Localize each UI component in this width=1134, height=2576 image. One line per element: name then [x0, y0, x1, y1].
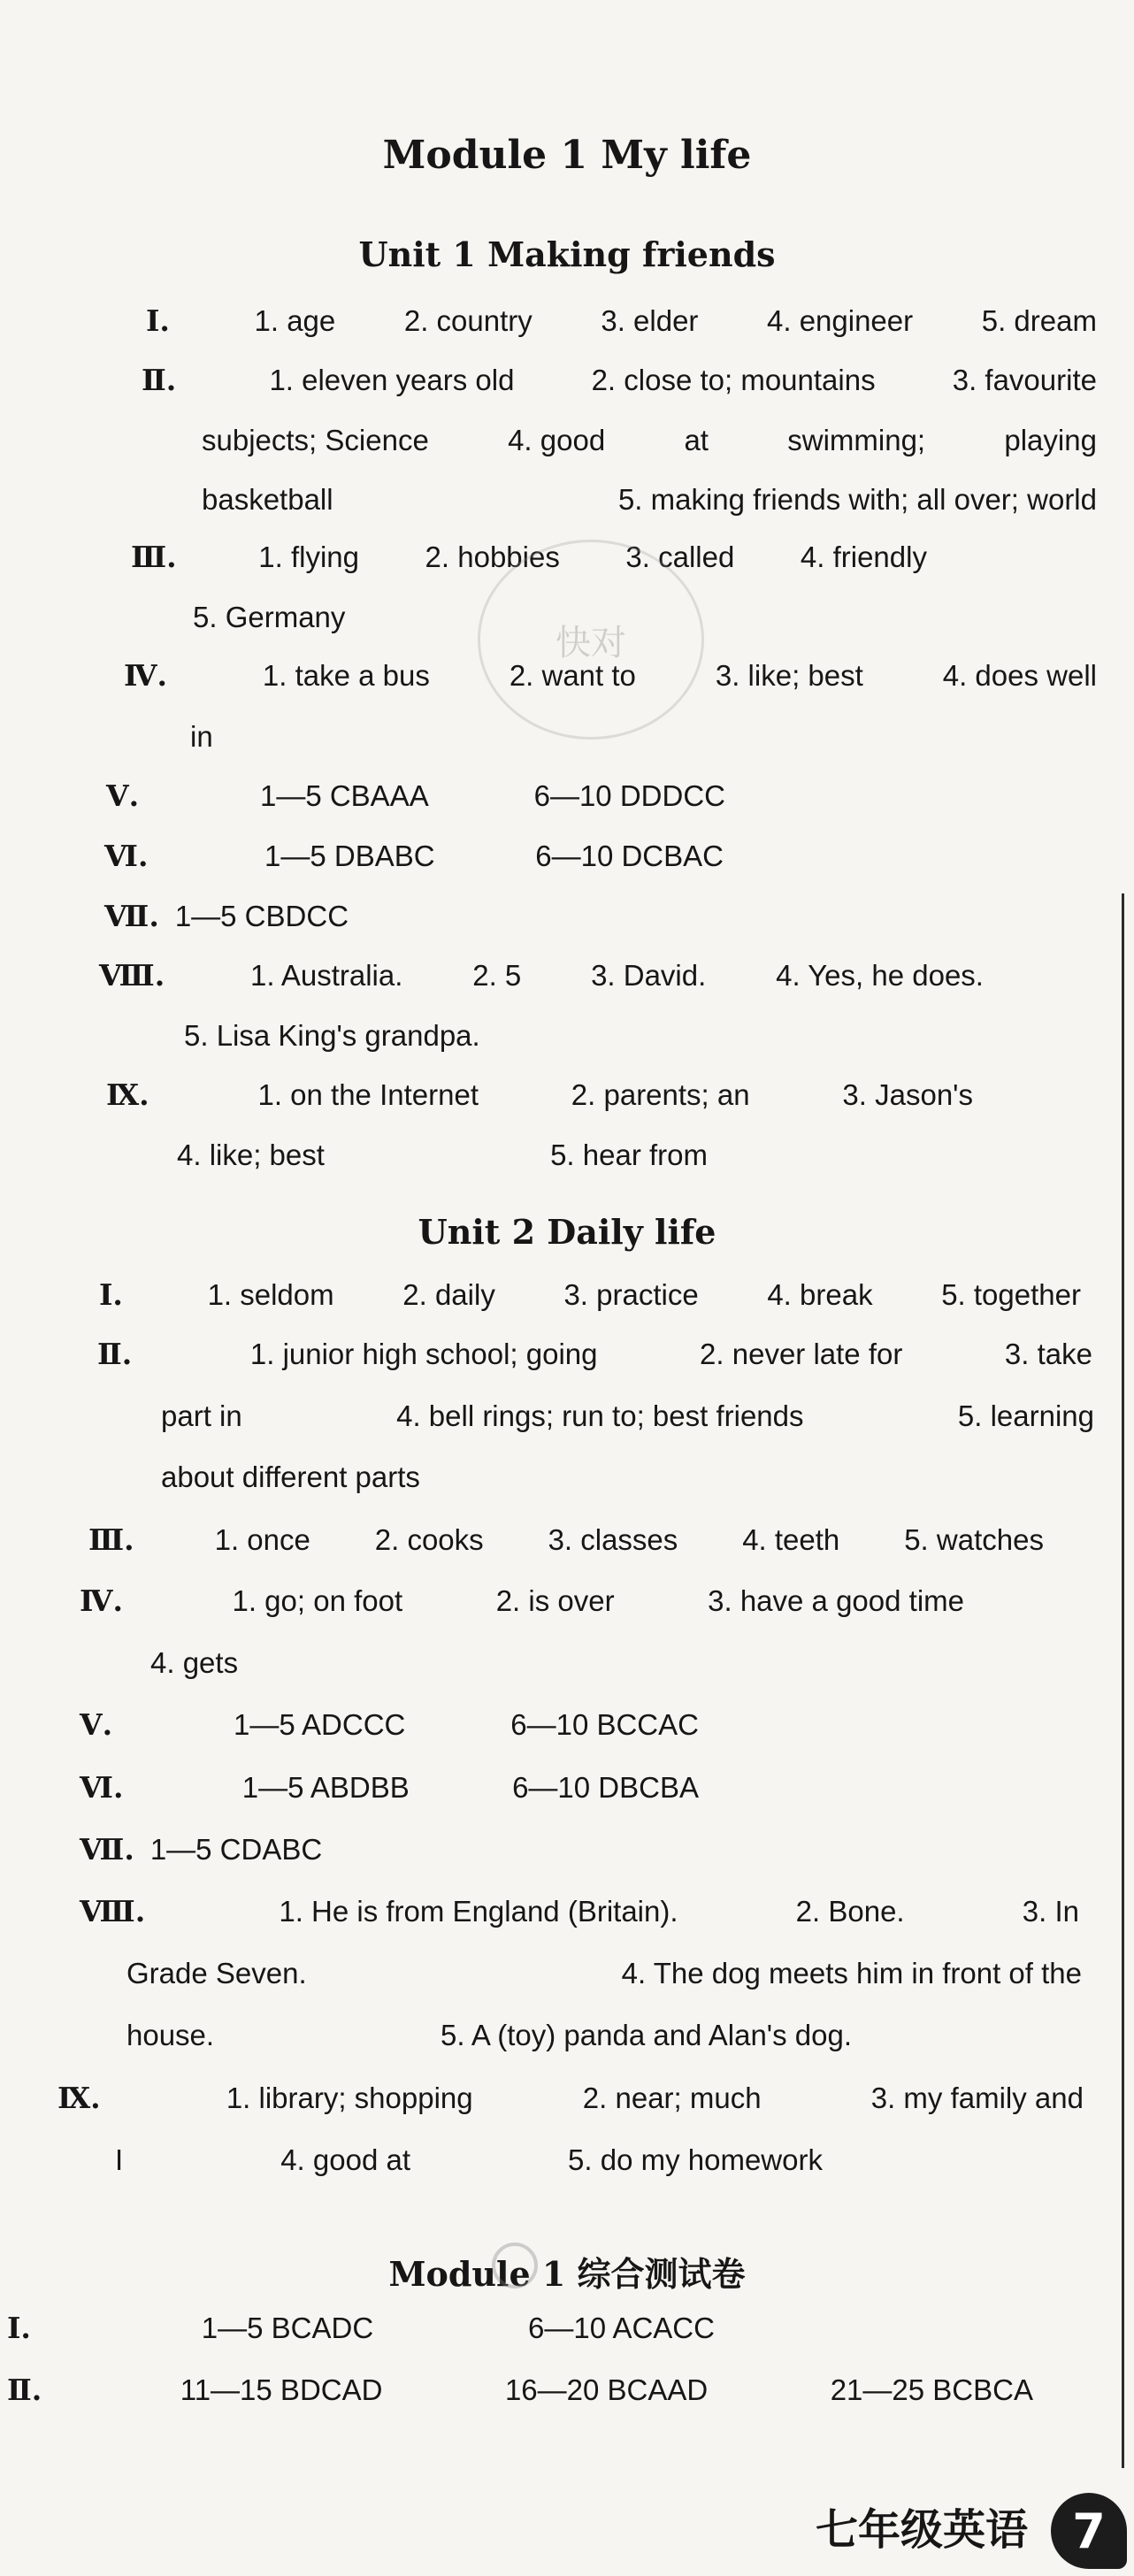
- answer-item: 1. flying: [258, 540, 359, 573]
- unit2-answer-line: [80, 1585, 964, 1617]
- section-numeral: Ⅲ.: [131, 540, 177, 574]
- watermark-text: 快对: [556, 622, 626, 663]
- unit1-title: Unit 1 Making friends: [358, 234, 776, 274]
- answer-item: 1. on the Internet: [257, 1078, 479, 1111]
- book-label: 七年级英语: [815, 2505, 1028, 2555]
- answer-item: 5. Lisa King's grandpa.: [184, 1019, 480, 1052]
- answer-item: 5. A (toy) panda and Alan's dog.: [441, 2019, 852, 2051]
- section-numeral: Ⅰ.: [7, 2311, 31, 2345]
- answer-item: 2. 5: [472, 959, 522, 992]
- section-numeral: Ⅴ.: [106, 778, 140, 813]
- answer-item: I: [115, 2143, 124, 2176]
- section-numeral: Ⅳ.: [124, 658, 167, 693]
- section-numeral: Ⅶ.: [104, 899, 159, 933]
- answer-item: basketball: [202, 483, 333, 516]
- answer-item: about different parts: [161, 1460, 420, 1493]
- answer-item: 3. classes: [548, 1523, 678, 1556]
- answer-item: 4. teeth: [742, 1523, 840, 1556]
- answer-item: 2. parents; an: [571, 1078, 750, 1111]
- unit2-answer-line: [88, 1524, 1044, 1556]
- section-numeral: Ⅸ.: [57, 2081, 101, 2115]
- answer-item: 4. The dog meets him in front of the: [621, 1957, 1082, 1990]
- unit2-answer-line: [126, 1958, 1082, 1990]
- answer-item: 5. together: [941, 1278, 1081, 1311]
- unit1-answer-line: [184, 1020, 715, 1052]
- answer-item: 3. called: [625, 540, 735, 573]
- answer-item: 1. age: [254, 304, 336, 337]
- answer-item: 1. eleven years old: [269, 364, 515, 396]
- unit1-answer-line: [190, 721, 279, 753]
- unit2-answer-line: [80, 1709, 699, 1741]
- page-edge-rule: [1122, 893, 1124, 2468]
- answer-item: 4. gets: [150, 1646, 239, 1679]
- watermark-logo: [478, 540, 704, 740]
- section-numeral: Ⅵ.: [80, 1770, 124, 1805]
- section-numeral: Ⅱ.: [142, 363, 177, 397]
- answer-item: 6—10 DBCBA: [512, 1771, 699, 1804]
- unit1-answer-line: [202, 484, 1097, 516]
- answer-item: 5. Germany: [193, 601, 346, 633]
- answer-item: 3. practice: [563, 1278, 699, 1311]
- answer-item: 4. good at: [280, 2143, 410, 2176]
- answer-item: 1. He is from England (Britain).: [279, 1895, 678, 1928]
- answer-item: 4. bell rings; run to; best friends: [396, 1399, 804, 1432]
- answer-item: 5. learning: [957, 1399, 1094, 1432]
- section-numeral: Ⅱ.: [97, 1337, 133, 1371]
- unit2-answer-line: [80, 1896, 1079, 1928]
- answer-item: 4. does well: [942, 659, 1097, 692]
- answer-item: playing: [1004, 424, 1097, 456]
- answer-item: 5. do my homework: [568, 2143, 823, 2176]
- section-numeral: Ⅴ.: [80, 1707, 113, 1742]
- test-answer-line: [7, 2312, 715, 2344]
- section-numeral: Ⅱ.: [7, 2373, 42, 2407]
- answer-item: 4. friendly: [800, 540, 927, 573]
- answer-item: 1. junior high school; going: [249, 1338, 598, 1370]
- module-title: Module 1 My life: [382, 133, 752, 178]
- answer-item: 1—5 ADCCC: [233, 1708, 406, 1741]
- answer-item: subjects; Science: [202, 424, 429, 456]
- answer-item: 3. like; best: [715, 659, 863, 692]
- unit2-answer-line: [57, 2082, 1084, 2114]
- answer-item: 5. dream: [981, 304, 1097, 337]
- page-number: 7: [1072, 2503, 1106, 2559]
- answer-item: 1. once: [214, 1523, 310, 1556]
- answer-item: 1. Australia.: [249, 959, 403, 992]
- answer-item: 2. cooks: [374, 1523, 484, 1556]
- watermark-small-icon: [492, 2242, 538, 2288]
- unit2-answer-line: [150, 1647, 416, 1679]
- answer-item: 4. like; best: [177, 1138, 325, 1171]
- unit2-answer-line: [99, 1279, 1081, 1311]
- answer-item: 21—25 BCBCA: [830, 2373, 1033, 2406]
- answer-item: 16—20 BCAAD: [504, 2373, 709, 2406]
- unit2-answer-line: [126, 2020, 852, 2051]
- unit1-answer-line: [177, 1139, 708, 1171]
- answer-item: 1—5 BCADC: [201, 2312, 374, 2344]
- answer-item: 11—15 BDCAD: [180, 2373, 383, 2406]
- section-numeral: Ⅷ.: [80, 1894, 146, 1928]
- unit1-answer-line: [142, 364, 1097, 396]
- page-number-badge: [1051, 2493, 1127, 2569]
- section-numeral: Ⅶ.: [80, 1832, 134, 1867]
- answer-item: 3. my family and: [870, 2082, 1084, 2114]
- answer-item: 6—10 ACACC: [528, 2312, 715, 2344]
- unit2-answer-line: [161, 1400, 1094, 1432]
- answer-item: 4. good: [508, 424, 606, 456]
- test-title: Module 1 综合测试卷: [388, 2254, 746, 2294]
- answer-item: 3. take: [1004, 1338, 1092, 1370]
- unit2-title: Unit 2 Daily life: [418, 1212, 716, 1252]
- answer-item: 5. watches: [904, 1523, 1044, 1556]
- section-numeral: Ⅷ.: [99, 958, 165, 993]
- answer-item: 4. break: [767, 1278, 873, 1311]
- answer-item: 1. go; on foot: [232, 1584, 403, 1617]
- answer-item: 5. hear from: [550, 1138, 708, 1171]
- answer-item: 2. hobbies: [425, 540, 560, 573]
- answer-item: 2. near; much: [582, 2082, 762, 2114]
- answer-item: 1. seldom: [207, 1278, 334, 1311]
- answer-item: house.: [126, 2019, 215, 2051]
- section-numeral: Ⅸ.: [106, 1077, 149, 1112]
- answer-item: 4. engineer: [767, 304, 914, 337]
- unit1-answer-line: [106, 1079, 973, 1111]
- unit2-answer-line: [97, 1338, 1092, 1370]
- answer-item: 1—5 CBDCC: [174, 900, 349, 932]
- answer-item: 6—10 DCBAC: [535, 840, 724, 872]
- unit2-answer-line: [80, 1834, 522, 1866]
- answer-item: 1. take a bus: [262, 659, 430, 692]
- test-answer-line: [7, 2374, 1033, 2406]
- answer-item: 2. Bone.: [795, 1895, 905, 1928]
- answer-item: 3. elder: [601, 304, 699, 337]
- answer-item: Grade Seven.: [126, 1957, 307, 1990]
- unit1-answer-line: [104, 901, 547, 932]
- answer-item: swimming;: [787, 424, 926, 456]
- answer-item: 1—5 CBAAA: [259, 779, 429, 812]
- unit1-answer-line: [202, 425, 1097, 456]
- unit2-answer-line: [115, 2144, 823, 2176]
- answer-item: 3. have a good time: [708, 1584, 964, 1617]
- answer-item: 3. favourite: [952, 364, 1097, 396]
- answer-item: 2. close to; mountains: [591, 364, 876, 396]
- unit1-answer-line: [106, 780, 725, 812]
- answer-item: 1—5 CDABC: [149, 1833, 323, 1866]
- answer-item: 3. Jason's: [842, 1078, 973, 1111]
- answer-item: 6—10 DDDCC: [533, 779, 725, 812]
- answer-item: 3. In: [1022, 1895, 1079, 1928]
- unit1-answer-line: [146, 305, 1097, 337]
- answer-item: 2. country: [403, 304, 533, 337]
- answer-item: 3. David.: [591, 959, 707, 992]
- section-numeral: Ⅵ.: [104, 839, 149, 873]
- unit2-answer-line: [80, 1772, 699, 1804]
- answer-item: 2. daily: [402, 1278, 495, 1311]
- answer-item: in: [190, 720, 213, 753]
- answer-item: 6—10 BCCAC: [510, 1708, 699, 1741]
- section-numeral: Ⅰ.: [146, 303, 170, 338]
- unit2-answer-line: [161, 1461, 692, 1493]
- answer-item: part in: [161, 1399, 242, 1432]
- answer-item: 4. Yes, he does.: [776, 959, 984, 992]
- section-numeral: Ⅰ.: [99, 1277, 123, 1312]
- answer-item: 2. is over: [495, 1584, 615, 1617]
- unit1-answer-line: [104, 840, 724, 872]
- section-numeral: Ⅳ.: [80, 1583, 123, 1618]
- answer-item: 5. making friends with; all over; world: [617, 483, 1097, 516]
- answer-item: 2. never late for: [700, 1338, 903, 1370]
- answer-item: at: [684, 424, 709, 456]
- answer-item: 1. library; shopping: [226, 2082, 473, 2114]
- answer-item: 2. want to: [509, 659, 636, 692]
- answer-item: 1—5 ABDBB: [241, 1771, 410, 1804]
- section-numeral: Ⅲ.: [88, 1522, 134, 1557]
- unit1-answer-line: [99, 960, 984, 992]
- answer-item: 1—5 DBABC: [264, 840, 435, 872]
